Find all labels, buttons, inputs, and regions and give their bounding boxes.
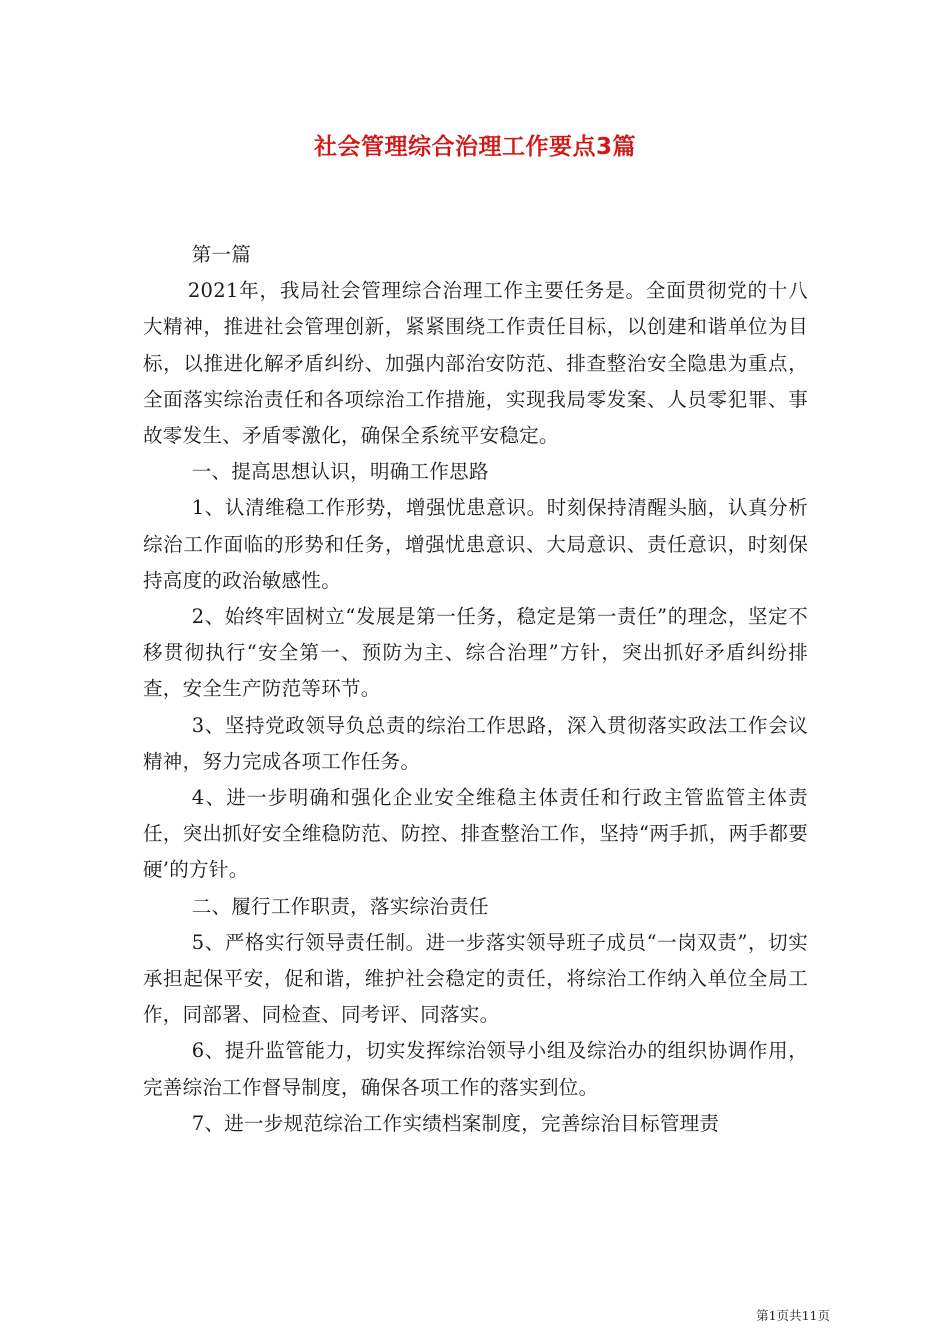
- paragraph: 2021年，我局社会管理综合治理工作主要任务是。全面贯彻党的十八大精神，推进社会管理创新，紧紧围绕工作责任目标，以创建和谐单位为目标，以推进化解矛盾纠纷、加强内部治安防范、排查整治安全隐患为重点，全面落实综治责任和各项综治工作措施，实现我局零发案、人员零犯罪、事故零发生、矛盾零激化，确保全系统平安稳定。: [143, 279, 808, 448]
- section-heading: 一、提高思想认识，明确工作思路: [191, 460, 489, 484]
- paragraph: 6、提升监管能力，切实发挥综治领导小组及综治办的组织协调作用，完善综治工作督导制度，确保各项工作的落实到位。: [143, 1039, 808, 1099]
- section-heading: 二、履行工作职责，落实综治责任: [191, 894, 489, 918]
- paragraph: 7、进一步规范综治工作实绩档案制度，完善综治目标管理责: [191, 1111, 720, 1135]
- paragraph: 1、认清维稳工作形势，增强忧患意识。时刻保持清醒头脑，认真分析综治工作面临的形势和任务，增强忧患意识、大局意识、责任意识，时刻保持高度的政治敏感性。: [143, 496, 808, 592]
- document-body: [143, 237, 808, 1142]
- paragraph: 4、进一步明确和强化企业安全维稳主体责任和行政主管监管主体责任，突出抓好安全维稳防范、防控、排查整治工作，坚持“两手抓，两手都要硬’的方针。: [143, 786, 808, 882]
- paragraph: 2、始终牢固树立“发展是第一任务，稳定是第一责任”的理念，坚定不移贯彻执行“安全第一、预防为主、综合治理”方针，突出抓好矛盾纠纷排查，安全生产防范等环节。: [143, 605, 808, 701]
- paragraph: 3、坚持党政领导负总责的综治工作思路，深入贯彻落实政法工作会议精神，努力完成各项工作任务。: [143, 713, 808, 773]
- paragraph: 5、严格实行领导责任制。进一步落实领导班子成员“一岗双责”，切实承担起保平安，促和谐，维护社会稳定的责任，将综治工作纳入单位全局工作，同部署、同检查、同考评、同落实。: [143, 930, 808, 1027]
- section-heading: 第一篇: [191, 243, 252, 266]
- document-title: 社会管理综合治理工作要点3篇: [313, 134, 636, 160]
- page-number: 第1页共11页: [756, 1308, 830, 1323]
